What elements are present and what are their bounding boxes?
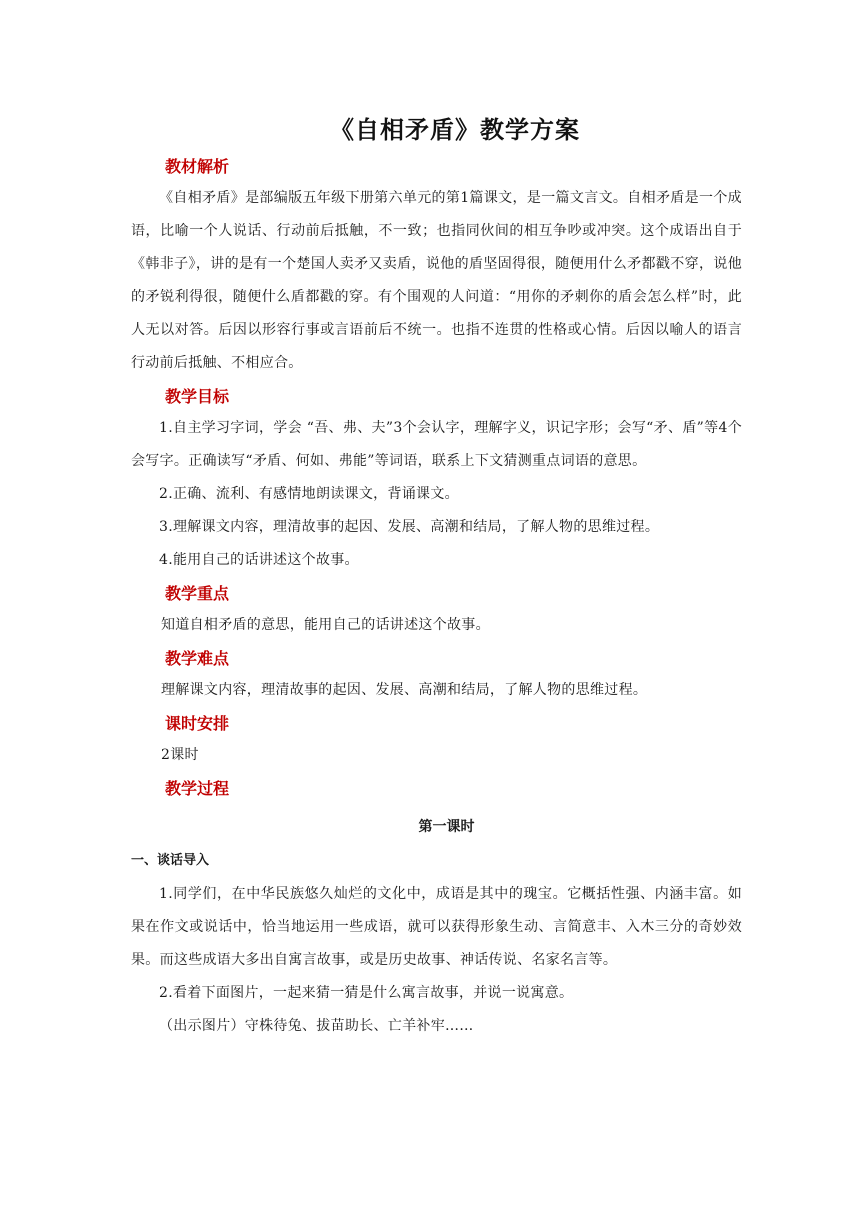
goal-item-3: 3.理解课文内容，理清故事的起因、发展、高潮和结局，了解人物的思维过程。 [159,519,660,535]
section-heading-process: 教学过程 [165,779,230,798]
step-item-2: 2.看着下面图片，一起来猜一猜是什么寓言故事，并说一说寓意。 [159,985,574,1001]
goal-item-1: 1.自主学习字词，学会 “吾、弗、夫”3个会认字，理解字义，识记字形；会写“矛、盾”等4个会写字。正确读写“矛盾、何如、弗能”等词语，联系上下文猜测重点词语的意思。 [131,420,742,469]
step-heading-intro: 一、谈话导入 [131,853,210,868]
step-item-1: 1.同学们，在中华民族悠久灿烂的文化中，成语是其中的瑰宝。它概括性强、内涵丰富。如果在作文或说话中，恰当地运用一些成语，就可以获得形象生动、言简意丰、入木三分的奇妙效果。而这些成语大多出自寓言故事，或是历史故事、神话传说、名家名言等。 [131,886,742,968]
section-heading-schedule: 课时安排 [165,714,230,733]
section-heading-key-points: 教学重点 [165,584,230,603]
step-item-3: （出示图片）守株待兔、拔苗助长、亡羊补牢…… [159,1018,474,1034]
difficulties-text: 理解课文内容，理清故事的起因、发展、高潮和结局，了解人物的思维过程。 [161,682,648,698]
goal-item-2: 2.正确、流利、有感情地朗读课文，背诵课文。 [159,486,459,502]
section-heading-analysis: 教材解析 [165,157,230,176]
lesson-title: 第一课时 [418,819,475,835]
key-points-text: 知道自相矛盾的意思，能用自己的话讲述这个故事。 [161,617,490,633]
section-heading-goals: 教学目标 [165,387,230,406]
goal-item-4: 4.能用自己的话讲述这个故事。 [159,552,359,568]
schedule-text: 2课时 [161,747,199,763]
document-title: 《自相矛盾》教学方案 [330,116,580,144]
document-body [131,152,742,1043]
analysis-paragraph: 《自相矛盾》是部编版五年级下册第六单元的第1篇课文，是一篇文言文。自相矛盾是一个成语，比喻一个人说话、行动前后抵触，不一致；也指同伙间的相互争吵或冲突。这个成语出自于《韩非子》，讲的是有一个楚国人卖矛又卖盾，说他的盾坚固得很，随便用什么矛都戳不穿，说他的矛锐利得很，随便什么盾都戳的穿。有个围观的人问道：“用你的矛刺你的盾会怎么样”时，此人无以对答。后因以形容行事或言语前后不统一。也指不连贯的性格或心情。后因以喻人的语言行动前后抵触、不相应合。 [131,190,742,371]
section-heading-difficulties: 教学难点 [165,649,230,668]
